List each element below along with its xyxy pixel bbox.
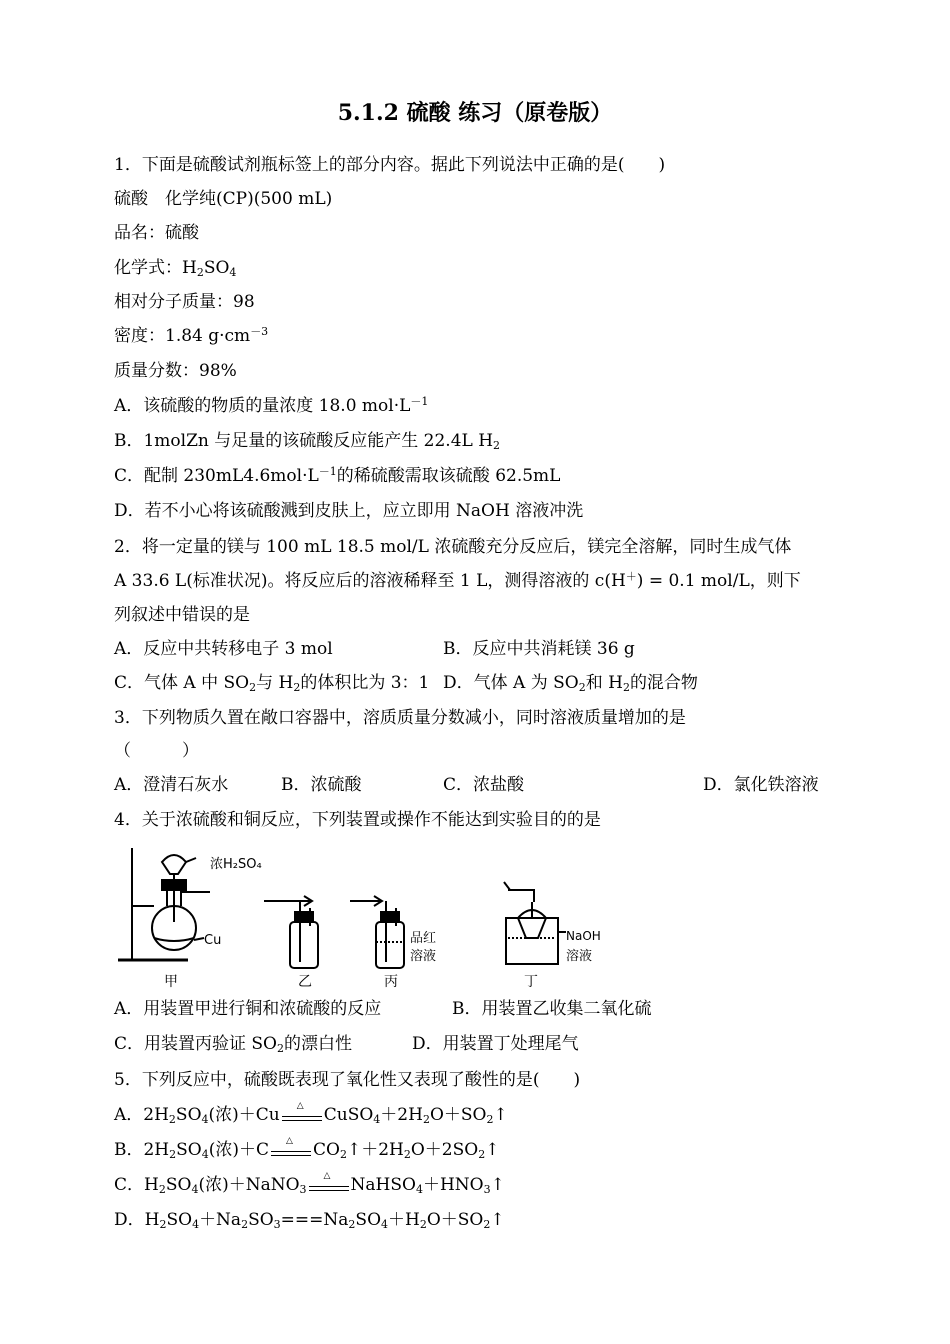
q1-stem: 1．下面是硫酸试剂瓶标签上的部分内容。据此下列说法中正确的是( )	[114, 155, 666, 175]
q1-formula-line	[114, 257, 236, 279]
q5-d-p4: ＋Na	[199, 1210, 242, 1230]
q2-line2-sup: ＋	[625, 570, 637, 583]
q4-stem: 4．关于浓硫酸和铜反应，下列装置或操作不能达到实验目的的是	[114, 810, 601, 830]
q1-formula-prefix: 化学式：H	[114, 258, 197, 278]
q2-d-s1: 2	[578, 681, 586, 694]
q5-c-p0: C．H	[114, 1175, 159, 1195]
q4-option-a: A．用装置甲进行铜和浓硫酸的反应	[114, 999, 382, 1019]
q1-a-sup: －1	[410, 395, 429, 408]
q5-c-p10: ↑	[490, 1175, 505, 1195]
label-bing: 丙	[384, 974, 398, 990]
q5-d-p9: 2	[348, 1218, 356, 1231]
q4-option-d: D．用装置丁处理尾气	[412, 1034, 579, 1054]
q5-b-p7: ↑＋2H	[346, 1140, 404, 1160]
q2-option-d	[443, 672, 698, 694]
q5-d-p8: ===Na	[280, 1210, 349, 1230]
q2-line2-prefix: A 33.6 L(标准状况)。将反应后的溶液稀释至 1 L，测得溶液的 c(H	[114, 571, 626, 591]
q2-c-p3: 的体积比为 3：1	[300, 673, 430, 693]
q5-d-p10: SO	[355, 1210, 382, 1230]
label-pinhong-1: 品红	[410, 931, 437, 946]
q5-option-b	[114, 1135, 500, 1161]
q5-d-p0: D．H	[114, 1210, 160, 1230]
q2-d-s2: 2	[622, 681, 630, 694]
q4-c-sub: 2	[277, 1042, 284, 1055]
q5-a-p5: CuSO	[323, 1105, 374, 1125]
q5-c-p6: NaHSO	[350, 1175, 416, 1195]
heat-equals-sign	[307, 1170, 351, 1195]
q5-b-p11: ↑	[485, 1140, 500, 1160]
q5-b-p4: (浓)＋C	[208, 1140, 270, 1160]
heat-triangle-icon: △	[323, 1170, 331, 1181]
q4-option-b: B．用装置乙收集二氧化硫	[452, 999, 652, 1019]
q5-c-p9: 3	[483, 1183, 491, 1196]
dropping-funnel	[162, 855, 186, 874]
bing-bottle	[376, 922, 404, 968]
label-yi: 乙	[298, 974, 312, 990]
q5-c-p3: 4	[191, 1183, 199, 1196]
heat-triangle-icon: △	[296, 1100, 304, 1111]
q2-line2	[114, 570, 801, 592]
ding-inlet	[508, 890, 534, 902]
label-jia: 甲	[164, 974, 178, 990]
q2-option-c	[114, 672, 429, 694]
q1-label-line2: 品名：硫酸	[114, 223, 199, 243]
q5-c-p5: 3	[299, 1183, 307, 1196]
q5-stem: 5．下列反应中，硫酸既表现了氧化性又表现了酸性的是( )	[114, 1070, 581, 1090]
heat-equals-sign	[280, 1100, 324, 1125]
yi-bottle	[290, 922, 318, 968]
q4-c-prefix: C．用装置丙验证 SO	[114, 1034, 277, 1054]
q1-c-suffix: 的稀硫酸需取该硫酸 62.5mL	[336, 466, 561, 486]
q2-d-p3: 的混合物	[629, 673, 698, 693]
q5-c-p4: (浓)＋NaNO	[198, 1175, 300, 1195]
apparatus-figure	[114, 842, 614, 994]
q5-a-p3: 4	[201, 1113, 209, 1126]
q5-c-p8: ＋HNO	[422, 1175, 484, 1195]
q3-line2: （ ）	[114, 741, 199, 761]
q5-d-p7: 3	[273, 1218, 281, 1231]
heat-triangle-icon: △	[286, 1135, 293, 1146]
q5-a-p2: SO	[175, 1105, 202, 1125]
q5-d-p15: 2	[483, 1218, 491, 1231]
q4-c-suffix: 的漂白性	[284, 1034, 352, 1054]
q5-b-p1: 2	[169, 1148, 177, 1161]
q5-d-p14: O＋SO	[426, 1210, 484, 1230]
q2-d-p2: 和 H	[585, 673, 623, 693]
q5-a-p7: ＋2H	[380, 1105, 423, 1125]
q5-a-p8: 2	[422, 1113, 430, 1126]
q5-a-p6: 4	[373, 1113, 381, 1126]
q1-b-sub: 2	[493, 439, 501, 452]
q1-c-prefix: C．配制 230mL4.6mol·L	[114, 466, 319, 486]
q5-d-p1: 2	[159, 1218, 167, 1231]
q3-line1: 3．下列物质久置在敞口容器中，溶质质量分数减小，同时溶液质量增加的是	[114, 708, 686, 728]
label-ding: 丁	[524, 974, 538, 990]
q1-option-b	[114, 430, 500, 452]
label-h2so4: 浓H₂SO₄	[210, 857, 262, 872]
q2-c-p1: C．气体 A 中 SO	[114, 673, 250, 693]
q1-formula-sub2: 2	[196, 266, 204, 279]
q1-formula-sub4: 4	[229, 266, 237, 279]
page-title: 5.1.2 硫酸 练习（原卷版）	[337, 100, 613, 126]
q4-option-c	[114, 1033, 352, 1055]
q2-c-s2: 2	[293, 681, 301, 694]
q1-option-c	[114, 465, 560, 487]
q1-mass-line: 相对分子质量：98	[114, 292, 255, 312]
q3-option-a: A．澄清石灰水	[114, 775, 229, 795]
ding-beaker	[506, 918, 558, 964]
q3-option-d: D．氯化铁溶液	[703, 775, 819, 795]
q2-line3: 列叙述中错误的是	[114, 605, 250, 625]
q5-c-p7: 4	[415, 1183, 423, 1196]
q5-a-p10: 2	[486, 1113, 494, 1126]
q1-density-line	[114, 325, 268, 347]
q2-c-s1: 2	[249, 681, 257, 694]
label-naoh-2: 溶液	[566, 949, 593, 964]
q5-d-p11: 4	[381, 1218, 389, 1231]
label-cu: Cu	[204, 933, 222, 948]
q2-d-p1: D．气体 A 为 SO	[443, 673, 579, 693]
q2-option-a: A．反应中共转移电子 3 mol	[114, 639, 333, 659]
q5-a-p4: (浓)＋Cu	[208, 1105, 280, 1125]
q5-option-a	[114, 1100, 508, 1126]
q5-option-d	[114, 1209, 505, 1231]
q5-b-p8: 2	[403, 1148, 411, 1161]
label-pinhong-2: 溶液	[410, 949, 437, 964]
q5-d-p2: SO	[166, 1210, 193, 1230]
q1-label-line1: 硫酸 化学纯(CP)(500 mL)	[114, 189, 333, 209]
q5-a-p1: 2	[168, 1113, 176, 1126]
q2-line1: 2．将一定量的镁与 100 mL 18.5 mol/L 浓硫酸充分反应后，镁完全溶解，同时生成气体	[114, 537, 792, 557]
q1-option-a	[114, 395, 428, 417]
q1-c-sup: －1	[318, 465, 337, 478]
q5-a-p9: O＋SO	[429, 1105, 487, 1125]
q3-option-c: C．浓盐酸	[443, 775, 525, 795]
q5-b-p9: O＋2SO	[410, 1140, 479, 1160]
q5-option-c	[114, 1170, 505, 1196]
q1-option-d: D．若不小心将该硫酸溅到皮肤上，应立即用 NaOH 溶液冲洗	[114, 501, 584, 521]
q5-c-p1: 2	[158, 1183, 166, 1196]
q1-density-prefix: 密度：1.84 g·cm	[114, 326, 251, 346]
q1-a-text: A．该硫酸的物质的量浓度 18.0 mol·L	[114, 396, 411, 416]
q5-a-p11: ↑	[493, 1105, 508, 1125]
q2-c-p2: 与 H	[256, 673, 294, 693]
q5-d-p5: 2	[241, 1218, 249, 1231]
q5-b-p2: SO	[176, 1140, 202, 1160]
q5-b-p5: CO	[313, 1140, 340, 1160]
label-naoh-1: NaOH	[566, 929, 601, 943]
q1-b-text: B．1molZn 与足量的该硫酸反应能产生 22.4L H	[114, 431, 494, 451]
q5-b-p3: 4	[201, 1148, 209, 1161]
q1-formula-mid: SO	[203, 258, 230, 278]
q5-b-p10: 2	[478, 1148, 486, 1161]
q5-a-p0: A．2H	[114, 1105, 169, 1125]
q5-d-p6: SO	[248, 1210, 274, 1230]
q1-fraction-line: 质量分数：98%	[114, 361, 237, 381]
q5-d-p3: 4	[192, 1218, 200, 1231]
q2-option-b: B．反应中共消耗镁 36 g	[443, 639, 635, 659]
q5-d-p16: ↑	[490, 1210, 505, 1230]
q2-line2-suffix: ) = 0.1 mol/L，则下	[636, 571, 801, 591]
q5-d-p13: 2	[419, 1218, 427, 1231]
q1-density-sup: －3	[250, 325, 269, 338]
q5-b-p0: B．2H	[114, 1140, 170, 1160]
q5-d-p12: ＋H	[388, 1210, 420, 1230]
heat-equals-sign	[269, 1135, 313, 1160]
q3-option-b: B．浓硫酸	[281, 775, 362, 795]
q5-c-p2: SO	[165, 1175, 192, 1195]
q5-b-p6: 2	[339, 1148, 347, 1161]
